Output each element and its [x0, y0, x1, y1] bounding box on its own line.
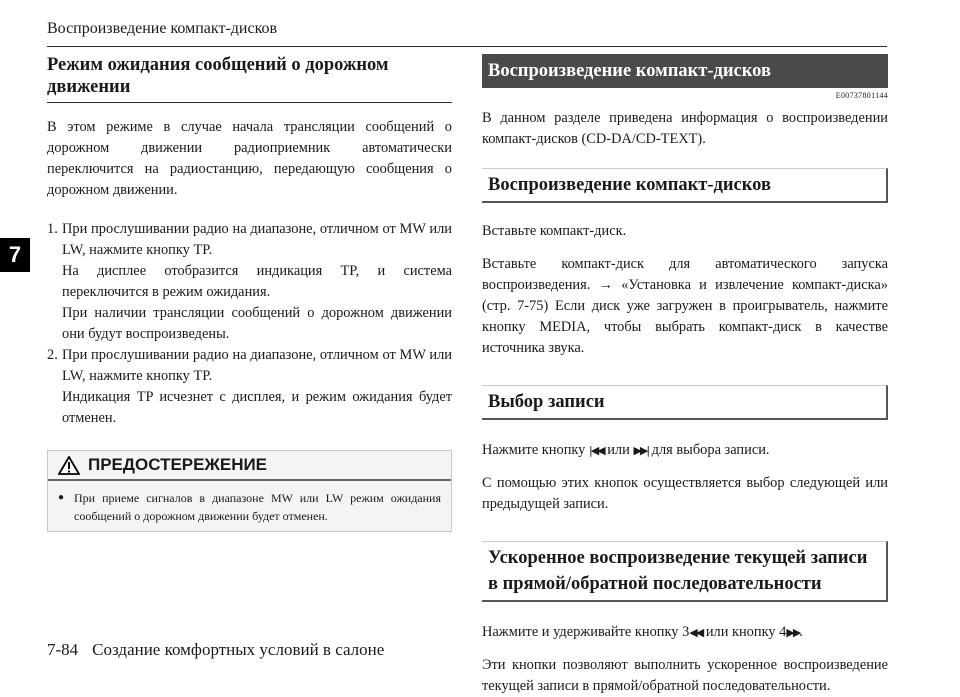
page-footer	[47, 640, 384, 660]
running-header: Воспроизведение компакт-дисков	[47, 20, 278, 37]
step-line: При прослушивании радио на диапазоне, отличном от MW или LW, нажмите кнопку TP.	[62, 221, 452, 258]
traffic-standby-intro: В этом режиме в случае начала трансляции сообщений о дорожном движении радиоприемник автоматически переключится на радиостанцию, передающую сообщения о дорожном движении.	[47, 119, 452, 198]
cd-play-heading: Воспроизведение компакт-дисков	[482, 168, 888, 203]
right-column	[482, 54, 888, 697]
header-rule	[47, 46, 887, 47]
section-code: E00737801144	[835, 91, 888, 100]
caution-box	[47, 450, 452, 532]
caution-title: ПРЕДОСТЕРЕЖЕНИЕ	[88, 455, 268, 474]
step-item	[47, 345, 452, 429]
chapter-tab: 7	[0, 238, 30, 272]
step-number: 1.	[47, 221, 58, 237]
track-select-description: С помощью этих кнопок осуществляется выбор следующей или предыдущей записи.	[482, 475, 888, 512]
track-select-heading: Выбор записи	[482, 385, 888, 420]
step-number: 2.	[47, 347, 58, 363]
fast-forward-icon: ▶▶	[786, 626, 800, 639]
fast-play-description: Эти кнопки позволяют выполнить ускоренное воспроизведение текущей записи в прямой/обратной последовательности.	[482, 657, 888, 694]
page-number: 7-84	[47, 640, 79, 659]
step-line: Индикация TP исчезнет с дисплея, и режим ожидания будет отменен.	[62, 389, 452, 426]
steps-list	[47, 219, 452, 429]
fast-play-heading: Ускоренное воспроизведение текущей записи в прямой/обратной последовательности	[482, 541, 888, 602]
caution-header	[48, 451, 451, 481]
cd-intro: В данном разделе приведена информация о воспроизведении компакт-дисков (CD-DA/CD-TEXT).	[482, 110, 888, 147]
step-line: На дисплее отобразится индикация TP, и система переключится в режим ожидания.	[62, 263, 452, 300]
bullet-icon: ●	[58, 492, 65, 503]
left-column	[47, 54, 452, 532]
track-select-instruction: Нажмите кнопку |◀◀ или ▶▶| для выбора записи.	[482, 442, 770, 458]
next-track-icon: ▶▶|	[633, 444, 649, 457]
rewind-icon: ◀◀	[689, 626, 703, 639]
insert-disc-text: Вставьте компакт-диск.	[482, 223, 627, 239]
warning-icon	[58, 456, 80, 475]
traffic-standby-heading: Режим ожидания сообщений о дорожном движении	[47, 54, 452, 103]
insert-disc-details: Вставьте компакт-диск для автоматического запуска воспроизведения. → «Установка и извлечение компакт-диска» (стр. 7-75) Если диск уже загружен в проигрыватель, нажмите кнопку MEDIA, чтобы выбрать компакт-диск в качестве источника звука.	[482, 256, 888, 356]
footer-chapter-title: Создание комфортных условий в салоне	[92, 640, 385, 659]
cd-main-heading: Воспроизведение компакт-дисков	[482, 54, 888, 88]
previous-track-icon: |◀◀	[589, 444, 604, 457]
step-line: При прослушивании радио на диапазоне, отличном от MW или LW, нажмите кнопку TP.	[62, 347, 452, 384]
step-line: При наличии трансляции сообщений о дорожном движении они будут воспроизведены.	[62, 305, 452, 342]
step-item	[47, 219, 452, 345]
caution-text: При приеме сигналов в диапазоне MW или LW режим ожидания сообщений о дорожном движении будет отменен.	[74, 491, 441, 523]
fast-play-instruction: Нажмите и удерживайте кнопку 3◀◀ или кнопку 4▶▶.	[482, 624, 803, 640]
